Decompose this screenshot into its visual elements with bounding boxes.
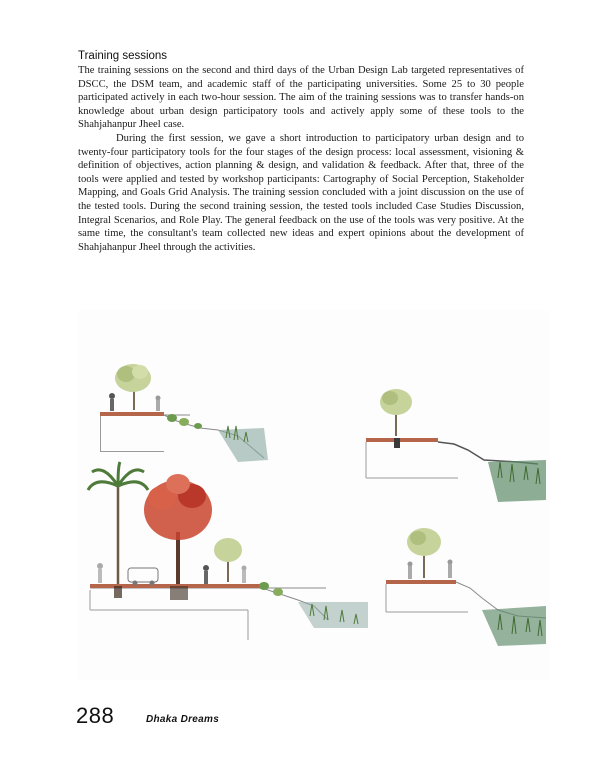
- section-drawing-bottom-left: [88, 462, 368, 640]
- publication-title: Dhaka Dreams: [146, 714, 220, 725]
- section-drawing-top-left: [100, 364, 268, 462]
- paragraph-1: The training sessions on the second and third days of the Urban Design Lab targeted representatives of DSCC, the DSM team, and academic staff of the participating universities. Some 25 to 30 people participated actively in each two-hour session. The aim of the training sessions was to transfer hands-on knowledge about urban design participatory tools and actively apply some of these tools to the Shahjahanpur Jheel case.: [78, 65, 524, 131]
- body-text: [78, 64, 524, 254]
- section-drawings-figure: [78, 310, 550, 680]
- section-heading: Training sessions: [78, 50, 168, 62]
- paragraph-2: During the first session, we gave a short introduction to participatory urban design and to twenty-four participatory tools for the four stages of the design process: local assessment, visioning & definition of objectives, action planning & design, and validation & feedback. After that, three of the tools were applied and tested by workshop participants: Cartography of Social Perception, Stakeholder Mapping, and Goals Grid Analysis. The training session concluded with a joint discussion on the use of the tested tools. During the second training session, the tested tools included Case Studies Discussion, Integral Scenarios, and Role Play. The general feedback on the use of the tools was very positive. At the same time, the consultant's team collected new ideas and expert opinions about the development of Shahjahanpur Jheel through the activities.: [78, 132, 524, 253]
- section-drawing-top-right: [366, 389, 546, 502]
- page-number: 288: [76, 703, 115, 728]
- section-drawing-bottom-right: [386, 528, 546, 646]
